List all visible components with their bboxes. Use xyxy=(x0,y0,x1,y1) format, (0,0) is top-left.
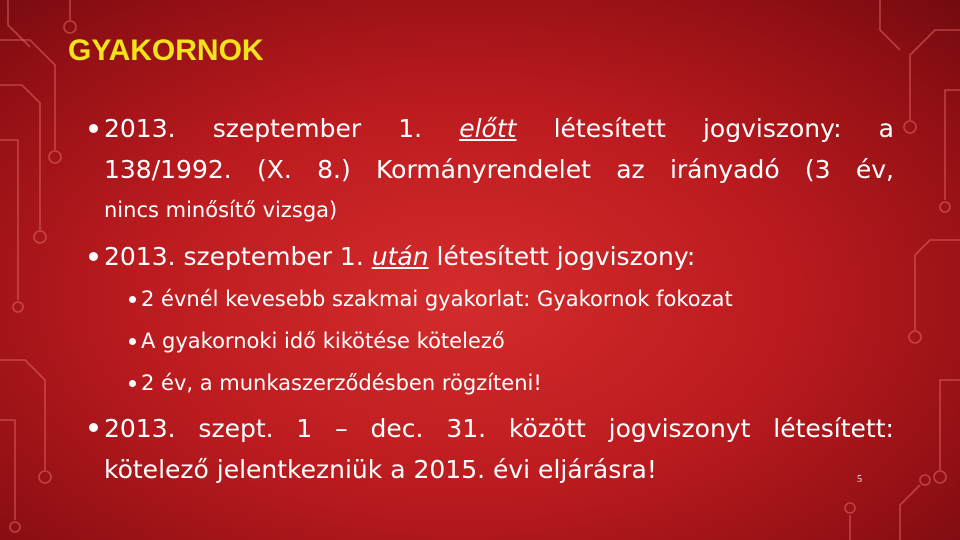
bullet-2 xyxy=(89,252,98,261)
page-number: 5 xyxy=(857,474,862,485)
bullet-1-line-1: 2013. szeptember 1. előtt létesített jogviszony: a xyxy=(104,114,894,143)
bullet-1-line-3: nincs minősítő vizsga) xyxy=(104,198,338,222)
bullet-3 xyxy=(89,423,98,432)
bullet-1 xyxy=(89,124,98,133)
emphasis-utan: után xyxy=(371,242,429,271)
slide-title: GYAKORNOK xyxy=(68,34,264,67)
bullet-3-line-1: 2013. szept. 1 – dec. 31. között jogviszonyt létesített: xyxy=(104,414,894,443)
sub-bullet-3 xyxy=(129,380,136,387)
sub-item-2: A gyakornoki idő kikötése kötelező xyxy=(141,329,505,353)
sub-bullet-1 xyxy=(129,296,136,303)
sub-bullet-2 xyxy=(129,338,136,345)
emphasis-elott: előtt xyxy=(459,114,517,143)
sub-item-3: 2 év, a munkaszerződésben rögzíteni! xyxy=(141,371,542,395)
bullet-2-line: 2013. szeptember 1. után létesített jogviszony: xyxy=(104,242,696,271)
bullet-3-line-2: kötelező jelentkezniük a 2015. évi eljárásra! xyxy=(104,455,657,484)
sub-item-1: 2 évnél kevesebb szakmai gyakorlat: Gyakornok fokozat xyxy=(141,287,733,311)
bullet-1-line-2: 138/1992. (X. 8.) Kormányrendelet az irányadó (3 év, xyxy=(104,155,894,184)
